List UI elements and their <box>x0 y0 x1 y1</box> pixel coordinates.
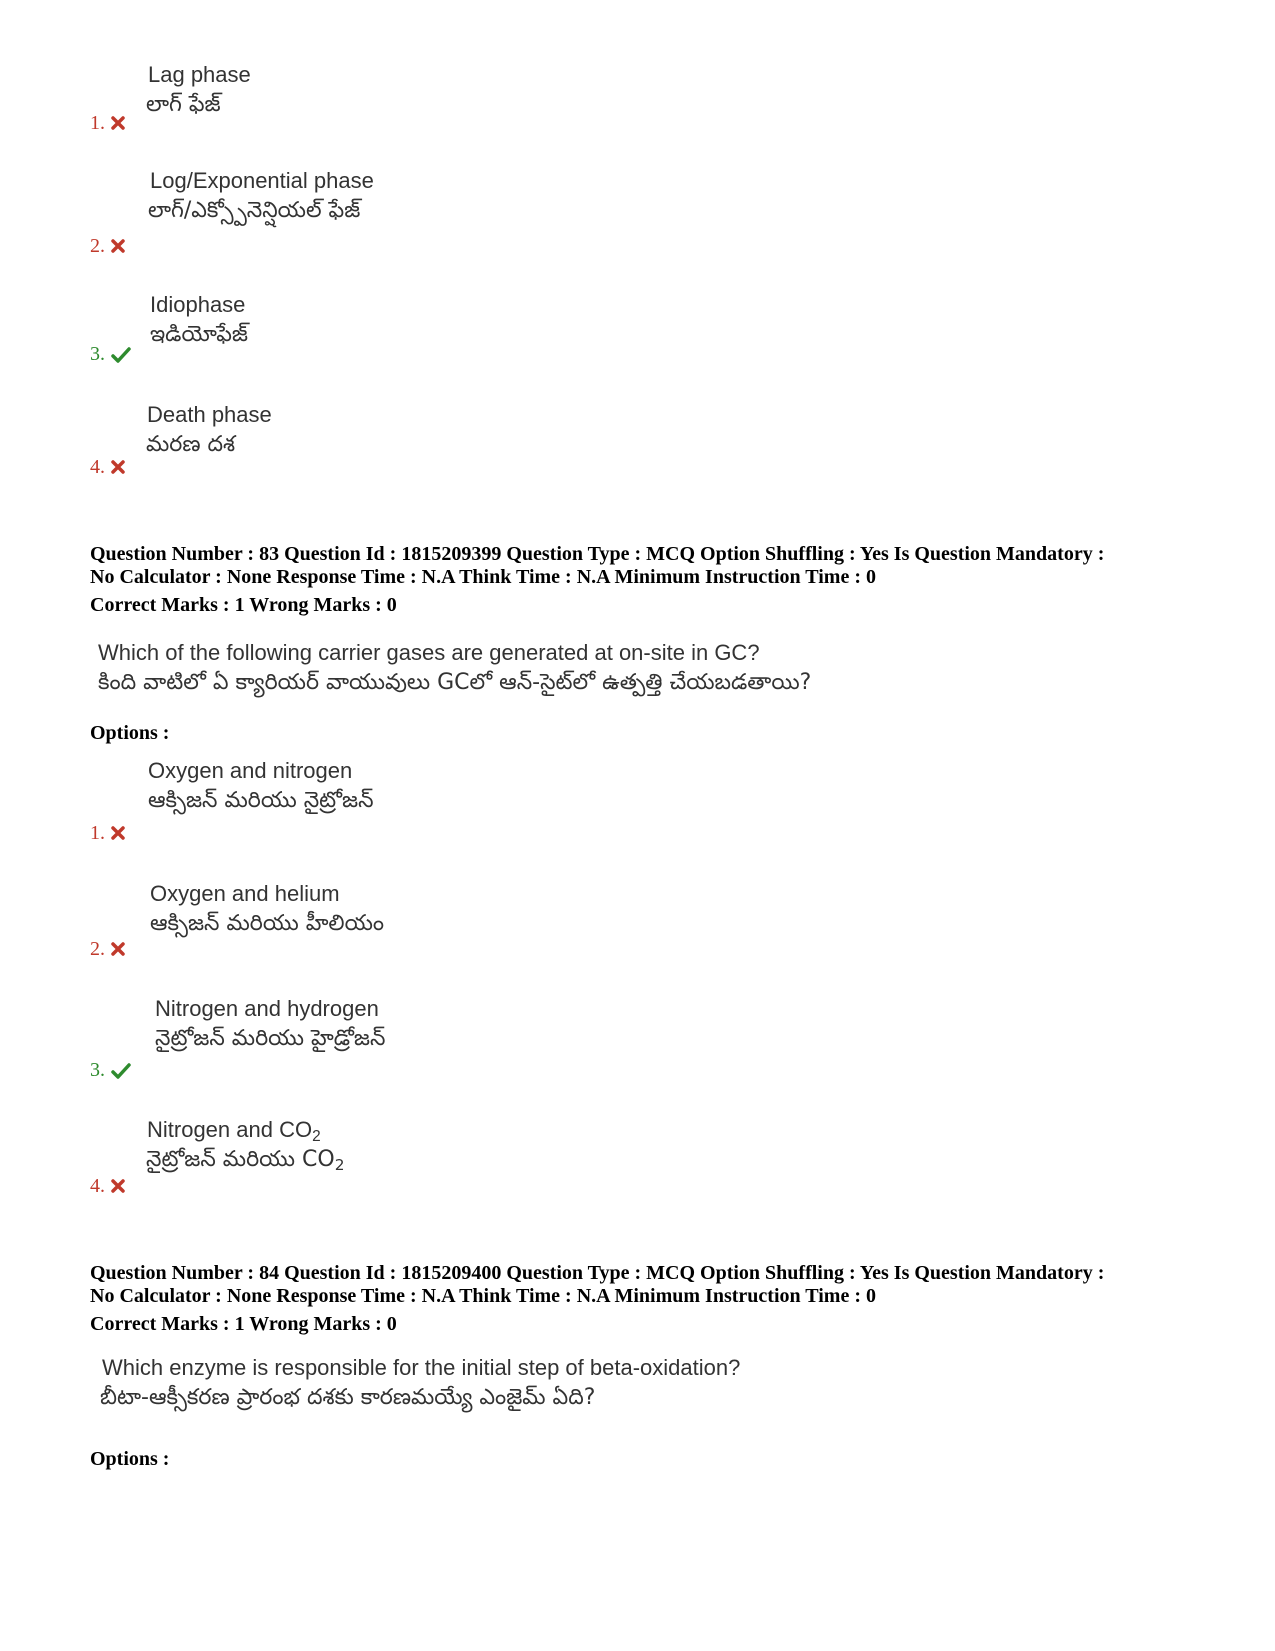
q84-marks: Correct Marks : 1 Wrong Marks : 0 <box>90 1313 397 1335</box>
q83-option-1-te: ఆక్సిజన్ మరియు నైట్రోజన్ <box>148 788 374 813</box>
q83-option-4-en <box>147 1117 321 1146</box>
q83-question-te: కింది వాటిలో ఏ క్యారియర్ వాయువులు GCలో ఆన్-సైట్‌లో ఉత్పత్తి చేయబడతాయి? <box>98 670 812 695</box>
q83-option-1-number <box>90 822 127 845</box>
q83-option-2-te: ఆక్సిజన్ మరియు హీలియం <box>150 911 385 936</box>
q84-question-te: బీటా-ఆక్సీకరణ ప్రారంభ దశకు కారణమయ్యే ఎంజైమ్ ఏది? <box>100 1385 596 1410</box>
option-number: 3. <box>90 1059 105 1081</box>
prev-option-4-number <box>90 456 127 479</box>
option-number: 2. <box>90 235 105 257</box>
prev-option-3-number <box>90 343 127 366</box>
prev-option-1-number <box>90 112 127 135</box>
q83-option-1-en: Oxygen and nitrogen <box>148 758 353 783</box>
subscript: 2 <box>334 1155 345 1174</box>
q84-meta-line1: Question Number : 84 Question Id : 1815209400 Question Type : MCQ Option Shuffling : Yes Is Question Mandatory : <box>90 1262 1105 1284</box>
prev-option-3-te: ఇడియోఫేజ్ <box>150 322 248 347</box>
q83-options-label: Options : <box>90 722 170 744</box>
subscript: 2 <box>312 1127 321 1145</box>
prev-option-3-en: Idiophase <box>150 292 246 317</box>
prev-option-1-te: లాగ్ ఫేజ్ <box>146 92 221 117</box>
prev-option-2-en: Log/Exponential phase <box>150 168 374 193</box>
q83-option-4-te <box>146 1147 345 1177</box>
option-text: నైట్రోజన్ మరియు CO <box>146 1147 335 1172</box>
option-number: 4. <box>90 456 105 478</box>
q83-option-3-number <box>90 1059 127 1082</box>
cross-icon <box>111 826 127 842</box>
q83-option-2-en: Oxygen and helium <box>150 881 340 906</box>
prev-option-4-te: మరణ దశ <box>146 432 236 457</box>
prev-option-2-number <box>90 235 127 258</box>
option-number: 1. <box>90 112 105 134</box>
prev-option-1-en: Lag phase <box>148 62 251 87</box>
option-number: 4. <box>90 1175 105 1197</box>
q83-meta-line2: No Calculator : None Response Time : N.A Think Time : N.A Minimum Instruction Time : 0 <box>90 566 876 588</box>
cross-icon <box>111 1179 127 1195</box>
q84-question-en: Which enzyme is responsible for the initial step of beta-oxidation? <box>102 1355 741 1380</box>
cross-icon <box>111 460 127 476</box>
prev-option-4-en: Death phase <box>147 402 272 427</box>
q83-question-en: Which of the following carrier gases are generated at on-site in GC? <box>98 640 760 665</box>
q83-option-3-en: Nitrogen and hydrogen <box>155 996 379 1021</box>
cross-icon <box>111 942 127 958</box>
option-number: 3. <box>90 343 105 365</box>
option-number: 1. <box>90 822 105 844</box>
prev-option-2-te: లాగ్/ఎక్స్పోనెన్షియల్ ఫేజ్ <box>148 198 361 223</box>
q83-option-4-number <box>90 1175 127 1198</box>
check-icon <box>111 347 127 363</box>
check-icon <box>111 1063 127 1079</box>
option-text: Nitrogen and CO <box>147 1117 313 1142</box>
cross-icon <box>111 239 127 255</box>
option-number: 2. <box>90 938 105 960</box>
cross-icon <box>111 116 127 132</box>
q83-meta-line1: Question Number : 83 Question Id : 1815209399 Question Type : MCQ Option Shuffling : Yes Is Question Mandatory : <box>90 543 1105 565</box>
q83-option-2-number <box>90 938 127 961</box>
q83-marks: Correct Marks : 1 Wrong Marks : 0 <box>90 594 397 616</box>
q84-meta-line2: No Calculator : None Response Time : N.A Think Time : N.A Minimum Instruction Time : 0 <box>90 1285 876 1307</box>
q83-option-3-te: నైట్రోజన్ మరియు హైడ్రోజన్ <box>155 1026 386 1051</box>
q84-options-label: Options : <box>90 1448 170 1470</box>
